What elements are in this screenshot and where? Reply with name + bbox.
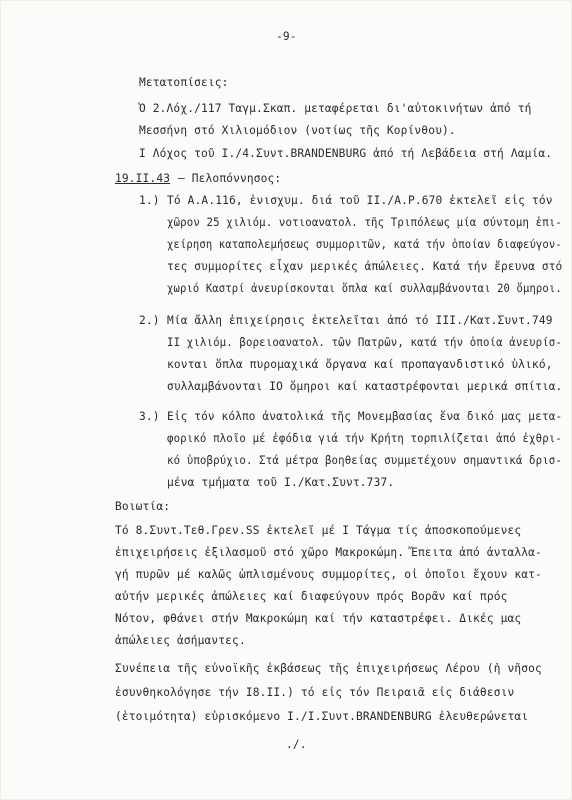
paragraph-line: ἐσυνθηκολόγησε τήν Ι8.ΙΙ.) τό εἰς τόν Πειραιᾶ εἰς διάθεσιν (115, 686, 515, 699)
item-line: τες συμμορίτες εἶχαν μερικές ἀπώλειες. Κατά τήν ἔρευνα στό (167, 260, 563, 273)
item-number: 2.) (139, 314, 160, 327)
item-line: κό ὑποβρύχιο. Στά μέτρα βοηθείας συμμετέχουν σημαντικά δρισ- (167, 454, 562, 467)
item-line: Μία ἄλλη ἐπιχείρησις ἐκτελεῖται ἀπό τό ΙΙΙ./Κατ.Συντ.749 (167, 314, 553, 327)
item-line: Τό Α.Α.116, ἐνισχυμ. διά τοῦ ΙΙ./Α.Ρ.670 ἐκτελεῖ εἰς τόν (167, 194, 553, 207)
item-line: συλλαμβάνονται ΙΟ ὅμηροι καί καταστρέφονται μερικά σπίτια. (167, 380, 563, 393)
item-line: μένα τμήματα τοῦ Ι./Κατ.Συντ.737. (167, 476, 395, 489)
boeotia-line: Νότον, φθάνει στήν Μακροκώμη καί τήν καταστρέφει. Δικές μας (115, 612, 522, 625)
paragraph-line: Συνέπεια τῆς εὐνοϊκῆς ἐκβάσεως τῆς ἐπιχειρήσεως Λέρου (ἡ νῆσος (115, 662, 542, 675)
page-number: -9- (276, 30, 297, 43)
relocations-line: Ι Λόχος τοῦ Ι./4.Συντ.BRANDENBURG ἀπό τή Λεβάδεια στή Λαμία. (139, 147, 553, 160)
item-line: χωριό Καστρί ἀνευρίσκονται ὅπλα καί συλλαμβάνονται 20 ὅμηροι. (167, 282, 562, 295)
relocations-heading: Μετατοπίσεις: (139, 76, 229, 89)
relocations-line: Μεσσήνη στό Χιλιομόδιον (νοτίως τῆς Κορίνθου). (139, 124, 456, 137)
item-line: φορικό πλοῖο μέ ἐφόδια γιά τήν Κρήτη τορπιλίζεται ἀπό ἐχθρι- (167, 432, 562, 445)
relocations-line: Ὁ 2.Λόχ./117 Ταγμ.Σκαπ. μεταφέρεται δι'αὐτοκινήτων ἀπό τή (139, 102, 532, 115)
boeotia-line: Τό 8.Συντ.Τεθ.Γρεν.SS ἐκτελεῖ μέ Ι Τάγμα τίς ἀποσκοπούμενες (115, 524, 522, 537)
paragraph-line: (ἑτοιμότητα) εὑρισκόμενο Ι./Ι.Συντ.BRANDENBURG ἐλευθερώνεται (115, 710, 529, 723)
boeotia-line: ἀπώλειες ἀσήμαντες. (115, 634, 246, 647)
boeotia-line: γή πυρῶν μέ καλῶς ὡπλισμένους συμμορίτες, οἱ ὁποῖοι ἔχουν κατ- (115, 568, 542, 581)
item-number: 3.) (139, 410, 160, 423)
boeotia-line: αὐτήν μερικές ἀπώλειες καί διαφεύγουν πρός Βορᾶν καί πρός (115, 590, 508, 603)
continuation-mark: ./. (286, 738, 307, 751)
boeotia-heading: Βοιωτία: (115, 500, 171, 513)
item-line: χῶρον 25 χιλιόμ. νοτιοανατολ. τῆς Τριπόλεως μία σύντομη ἐπι- (167, 216, 562, 229)
item-line: κονται ὅπλα πυρομαχικά ὄργανα καί προπαγανδιστικό ὑλικό, (167, 358, 553, 371)
item-line: Εἰς τόν κόλπο ἀνατολικά τῆς Μονεμβασίας ἕνα δικό μας μετα- (167, 410, 563, 423)
boeotia-line: ἐπιχειρήσεις ἐξιλασμοῦ στό χῶρο Μακροκώμη. Ἔπειτα ἀπό ἀνταλλα- (115, 546, 542, 559)
item-line: ΙΙ χιλιόμ. βορειοανατολ. τῶν Πατρῶν, κατά τήν ὁποία ἀνευρίσ- (167, 336, 562, 349)
item-number: 1.) (139, 194, 160, 207)
item-line: χείρηση καταπολεμήσεως συμμοριτῶν, κατά τήν ὁποίαν διαφεύγον- (167, 238, 562, 251)
region-heading: – Πελοπόννησος: (178, 172, 282, 185)
entry-date: 19.ΙΙ.43 (115, 172, 171, 185)
